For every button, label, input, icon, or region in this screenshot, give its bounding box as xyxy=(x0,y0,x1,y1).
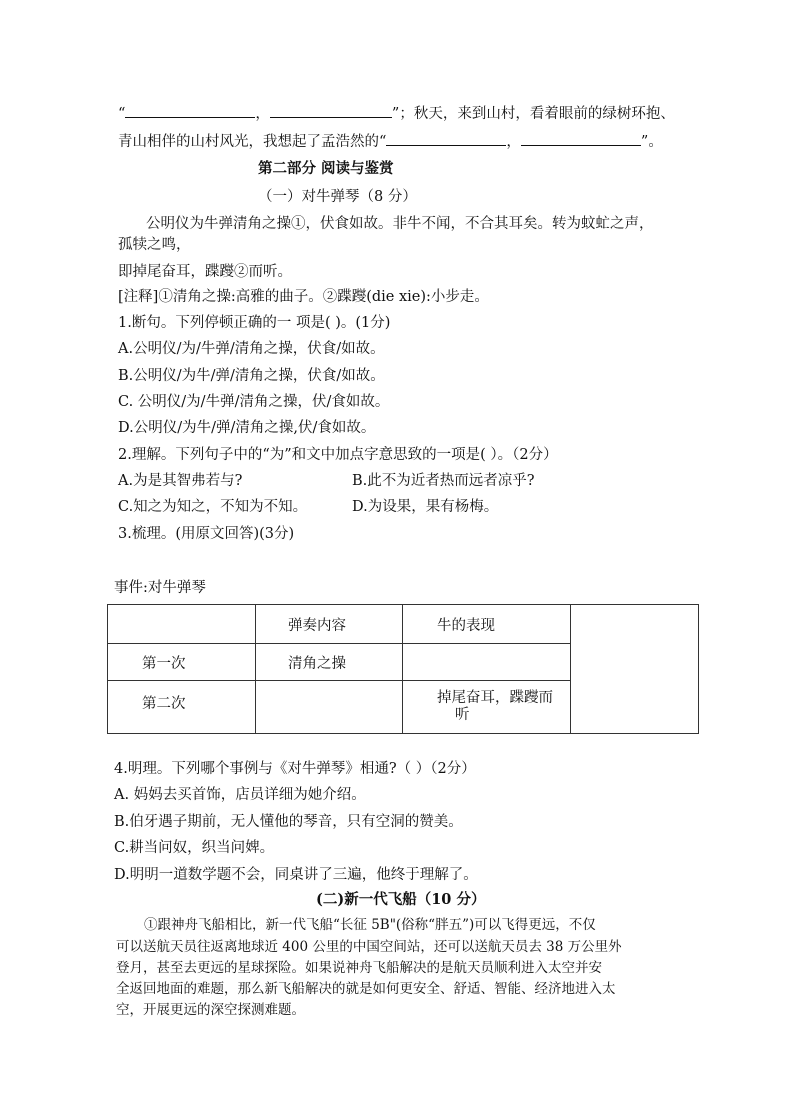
table-row-2-label: 第二次 xyxy=(108,681,256,734)
section-title: 第二部分 阅读与鉴赏 xyxy=(258,160,394,177)
table-side-cell xyxy=(571,605,699,734)
table-row-1-label: 第一次 xyxy=(108,644,256,681)
answer-table xyxy=(107,604,699,734)
answer-blank-1[interactable] xyxy=(125,103,255,118)
passage-line-1: 公明仪为牛弹清角之操①，伏食如故。非牛不闻，不合其耳矣。转为蚊虻之声， xyxy=(146,216,654,232)
table-header-performance: 牛的表现 xyxy=(403,605,571,644)
q2-option-a[interactable]: A.为是其智弗若与? xyxy=(118,473,243,489)
table-row-1-content: 清角之操 xyxy=(256,644,403,681)
passage2-line-2: 可以送航天员往返离地球近 400 公里的中国空间站，还可以送航天员去 38 万公里外 xyxy=(116,939,622,955)
q4-option-a[interactable]: A. 妈妈去买首饰，店员详细为她介绍。 xyxy=(114,787,366,803)
subsection-title-2: (二)新一代飞船（10 分） xyxy=(316,891,486,908)
q1-option-d[interactable]: D.公明仪/为牛/弹/清角之操,伏/食如故。 xyxy=(118,420,376,436)
line2-tail: ”。 xyxy=(640,134,663,150)
q2-option-b[interactable]: B.此不为近者热而远者凉乎? xyxy=(352,473,535,489)
performance-line-2: 听 xyxy=(455,707,470,723)
q4-option-c[interactable]: C.耕当问奴，织当问婢。 xyxy=(114,840,275,856)
passage2-line-1: ①跟神舟飞船相比，新一代飞船“长征 5B"(俗称“胖五”)可以飞得更远，不仅 xyxy=(144,917,596,933)
table-header-blank xyxy=(108,605,256,644)
poem-blank-line-1 xyxy=(118,103,675,123)
question-1-stem: 1.断句。下列停顿正确的一 项是( )。(1分) xyxy=(118,315,391,331)
answer-blank-4[interactable] xyxy=(521,131,641,146)
comma: ， xyxy=(255,106,270,122)
passage2-line-3: 登月，甚至去更远的星球探险。如果说神舟飞船解决的是航天员顺利进入太空并安 xyxy=(116,960,602,976)
answer-blank-2[interactable] xyxy=(270,103,392,118)
q2-option-d[interactable]: D.为设果，果有杨梅。 xyxy=(352,499,499,515)
passage2-line-5: 空，开展更远的深空探测难题。 xyxy=(116,1002,305,1018)
event-label: 事件:对牛弹琴 xyxy=(114,580,206,596)
passage2-line-4: 全返回地面的难题，那么新飞船解决的就是如何更安全、舒适、智能、经济地进入太 xyxy=(116,981,616,997)
q1-option-a[interactable]: A.公明仪/为/牛弹/清角之操，伏食/如故。 xyxy=(118,341,385,357)
table-header-content: 弹奏内容 xyxy=(256,605,403,644)
annotation-note: [注释]①清角之操:高雅的曲子。②蹀躞(die xie):小步走。 xyxy=(118,289,489,305)
line2-head: 青山相伴的山村风光，我想起了孟浩然的“ xyxy=(118,134,387,150)
question-3-stem: 3.梳理。(用原文回答)(3分) xyxy=(118,526,295,542)
q2-option-c[interactable]: C.知之为知之，不知为不知。 xyxy=(118,499,308,515)
line1-tail: ”；秋天，来到山村，看着眼前的绿树环抱、 xyxy=(391,106,675,122)
passage-line-3: 即掉尾奋耳，蹀躞②而听。 xyxy=(118,264,292,280)
passage-line-2: 孤犊之鸣， xyxy=(118,237,191,253)
table-row-2-content-answer[interactable] xyxy=(256,681,403,734)
poem-blank-line-2 xyxy=(118,131,663,151)
subsection-title-1: （一）对牛弹琴（8 分） xyxy=(258,189,417,205)
q1-option-b[interactable]: B.公明仪/为牛/弹/清角之操，伏食/如故。 xyxy=(118,368,385,384)
table-row-1-performance-answer[interactable] xyxy=(403,644,571,681)
question-2-stem: 2.理解。下列句子中的“为”和文中加点字意思致的一项是( ）。（2分） xyxy=(118,447,558,463)
performance-line-1: 掉尾奋耳，蹀躞而 xyxy=(437,690,553,706)
question-4-stem: 4.明理。下列哪个事例与《对牛弹琴》相通?（ ）（2分） xyxy=(114,761,476,777)
q4-option-d[interactable]: D.明明一道数学题不会，同桌讲了三遍，他终于理解了。 xyxy=(114,867,478,883)
answer-blank-3[interactable] xyxy=(386,131,506,146)
open-quote: “ xyxy=(118,106,126,122)
q1-option-c[interactable]: C. 公明仪/为/牛弹/清角之操，伏/食如故。 xyxy=(118,394,390,410)
table-row-2-performance xyxy=(403,681,571,734)
comma: ， xyxy=(506,134,521,150)
q4-option-b[interactable]: B.伯牙遇子期前，无人懂他的琴音，只有空洞的赞美。 xyxy=(114,814,463,830)
